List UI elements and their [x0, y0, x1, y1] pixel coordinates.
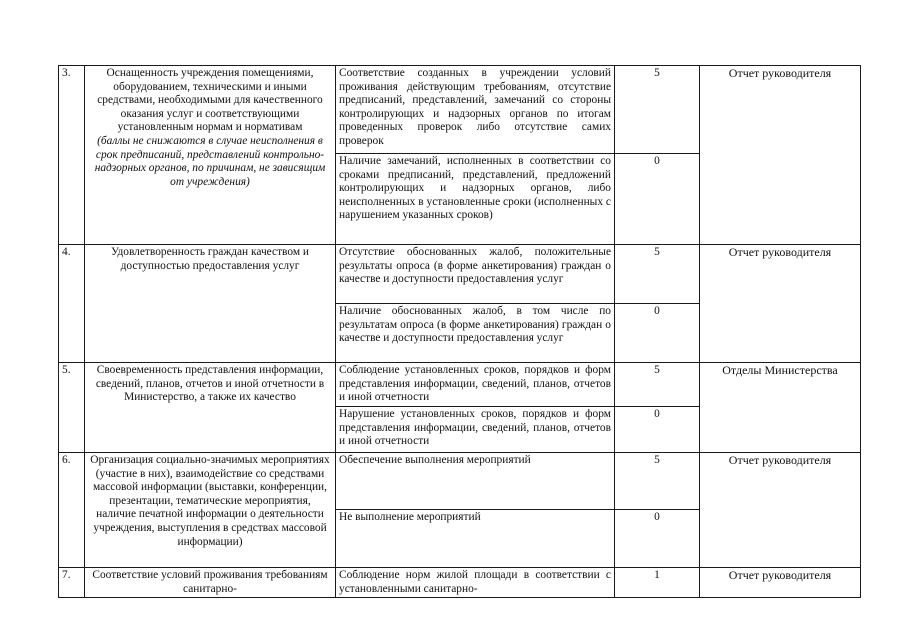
row-number: 6. — [59, 453, 85, 568]
criteria-table — [58, 65, 861, 598]
condition-cell: Наличие обоснованных жалоб, в том числе по результатам опроса (в форме анкетирования) граждан о качестве и доступности предоставления услуг — [336, 304, 615, 363]
table-row — [59, 66, 861, 154]
responsible-cell: Отчет руководителя — [700, 453, 861, 568]
condition-cell: Наличие замечаний, исполненных в соответствии со сроками предписаний, представлений, предложений контролирующих и надзорных органов, либо неисполненных в установленные сроки (исполненных с нарушением указанных сроков) — [336, 154, 615, 245]
condition-cell: Отсутствие обоснованных жалоб, положительные результаты опроса (в форме анкетирования) граждан о качестве и доступности предоставления услуг — [336, 245, 615, 304]
score-cell: 0 — [615, 154, 700, 245]
score-cell: 1 — [615, 568, 700, 598]
score-cell: 0 — [615, 510, 700, 568]
responsible-cell: Отчет руководителя — [700, 245, 861, 363]
condition-cell: Соответствие созданных в учреждении условий проживания действующим требованиям, отсутствие предписаний, представлений, замечаний со стороны контролирующих и надзорных органов по итогам проведенных проверок либо отсутствие самих проверок — [336, 66, 615, 154]
score-cell: 5 — [615, 66, 700, 154]
criterion-text: Оснащенность учреждения помещениями, оборудованием, техническими и иными средствами, необходимыми для качественного оказания услуг и соответствующими установленным нормам и нормативам — [97, 67, 323, 134]
criterion-text: Организация социально-значимых мероприятиях (участие в них), взаимодействие со средствами массовой информации (выставки, конференции, презентации, тематические мероприятия, наличие печатной информации о деятельности учреждения, выступления в средствах массовой информации) — [90, 454, 330, 548]
table-row — [59, 363, 861, 407]
criterion-cell — [85, 363, 336, 453]
condition-cell: Не выполнение мероприятий — [336, 510, 615, 568]
condition-cell: Обеспечение выполнения мероприятий — [336, 453, 615, 510]
score-cell: 0 — [615, 304, 700, 363]
table-row — [59, 245, 861, 304]
row-number: 3. — [59, 66, 85, 245]
responsible-cell: Отчет руководителя — [700, 568, 861, 598]
criterion-text: Удовлетворенность граждан качеством и доступностью предоставления услуг — [111, 246, 309, 272]
row-number: 5. — [59, 363, 85, 453]
condition-cell: Нарушение установленных сроков, порядков и форм представления информации, сведений, планов, отчетов и иной отчетности — [336, 407, 615, 453]
score-cell: 5 — [615, 245, 700, 304]
row-number: 7. — [59, 568, 85, 598]
score-cell: 5 — [615, 453, 700, 510]
responsible-cell: Отчет руководителя — [700, 66, 861, 245]
condition-cell: Соблюдение норм жилой площади в соответствии с установленными санитарно- — [336, 568, 615, 598]
condition-cell: Соблюдение установленных сроков, порядков и форм представления информации, сведений, планов, отчетов и иной отчетности — [336, 363, 615, 407]
criterion-cell — [85, 453, 336, 568]
score-cell: 5 — [615, 363, 700, 407]
score-cell: 0 — [615, 407, 700, 453]
criterion-cell — [85, 66, 336, 245]
criterion-cell — [85, 568, 336, 598]
criterion-cell — [85, 245, 336, 363]
row-number: 4. — [59, 245, 85, 363]
criterion-text: Своевременность представления информации, сведений, планов, отчетов и иной отчетности в Министерство, а также их качество — [95, 364, 325, 404]
responsible-cell: Отделы Министерства — [700, 363, 861, 453]
criterion-text: Соответствие условий проживания требованиям санитарно- — [92, 569, 328, 595]
table-row — [59, 453, 861, 510]
criterion-note: (баллы не снижаются в случае неисполнения в срок предписаний, представлений контрольно-надзорных органов, по причинам, не зависящим от учреждения) — [94, 134, 326, 188]
table-row — [59, 568, 861, 598]
